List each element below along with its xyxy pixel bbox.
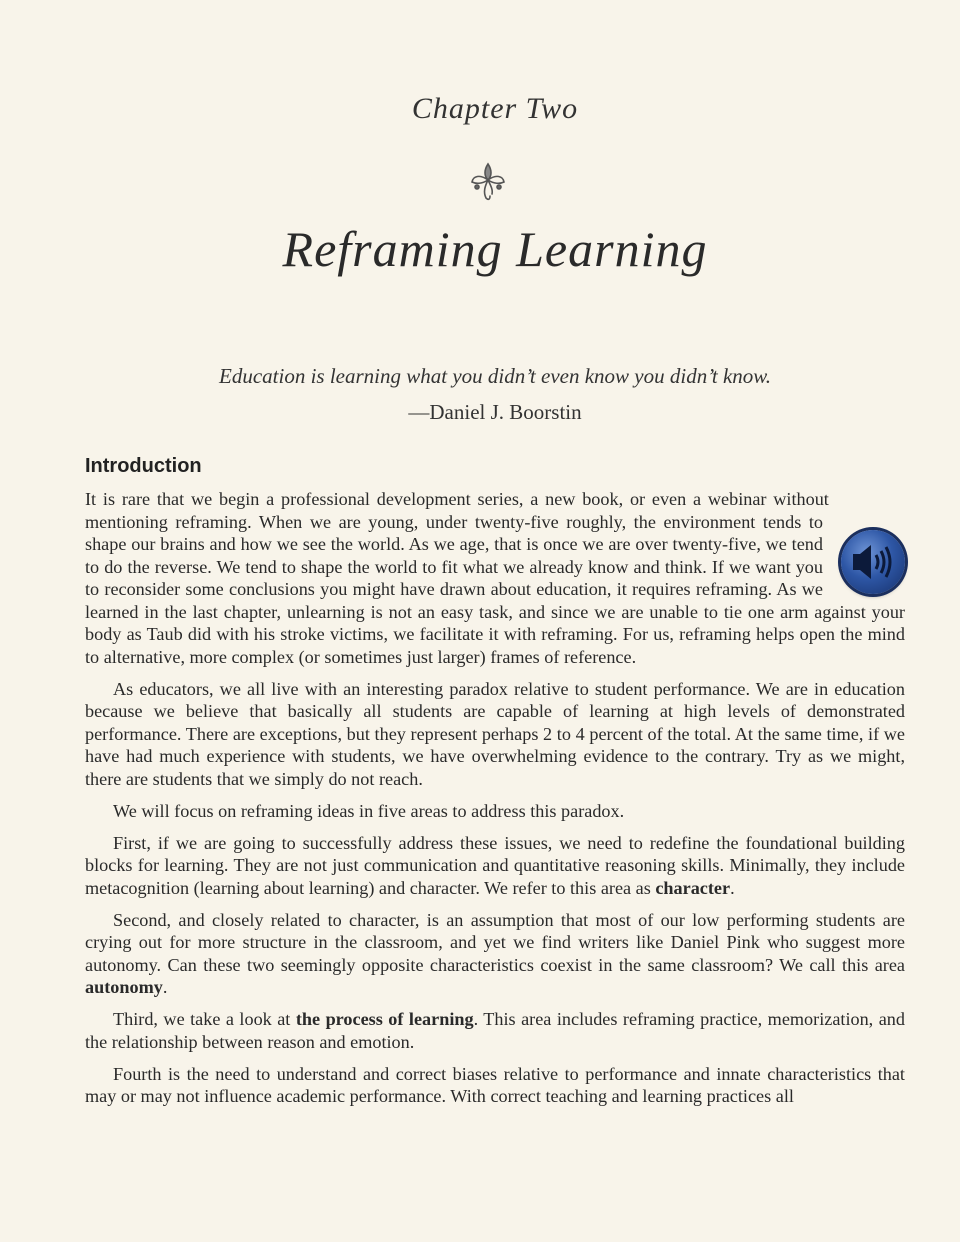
paragraph-4-bold: character <box>655 877 731 898</box>
paragraph-6-end: . This area includes reframing practice, memorization, and the relationship between reason and emotion. <box>85 1009 905 1052</box>
paragraph-2: As educators, we all live with an interesting paradox relative to student performance. We are in education because we believe that basically all students are capable of learning at high levels of demonstrated performance. There are exceptions, but they represent perhaps 2 to 4 percent of the total. At the same time, if we have had much experience with students, we have overwhelming evidence to the contrary. Try as we might, there are students that we simply do not reach. <box>85 678 905 789</box>
paragraph-1: It is rare that we begin a professional development series, a new book, or even a webinar without mentioning reframing. When we are young, under twenty-five roughly, the environment tends to shape our brains and how we see the world. As we age, that is once we are over twenty-five, we tend to do the reverse. We tend to shape the world to fit what we already know and think. If we want you to reconsider some conclusions you might have drawn about education, it requires reframing. As we learned in the last chapter, unlearning is not an easy task, and since we are unable to tie one arm against your body as Taub did with his stroke victims, we facilitate it with reframing. For us, reframing helps open the mind to alternative, more complex (or sometimes just larger) frames of reference. <box>85 489 905 667</box>
epigraph-quote: Education is learning what you didn’t even know you didn’t know. <box>219 364 771 388</box>
paragraph-5 <box>85 909 905 999</box>
paragraph-5-bold: autonomy <box>85 977 163 997</box>
paragraph-4-text: First, if we are going to successfully address these issues, we need to redefine the foundational building blocks for learning. They are not just communication and quantitative reasoning skills. Minimally, they include metacognition (learning about learning) and character. We refer to this area as <box>85 832 905 898</box>
paragraph-6-text: Third, we take a look at <box>113 1009 296 1029</box>
audio-play-button[interactable] <box>841 530 905 594</box>
chapter-title: Reframing Learning <box>282 221 708 277</box>
speaker-icon <box>851 542 895 582</box>
paragraph-7: Fourth is the need to understand and correct biases relative to performance and innate characteristics that may or may not influence academic performance. With correct teaching and learning practices all <box>85 1063 905 1106</box>
paragraph-6-bold: the process of learning <box>295 1009 474 1029</box>
chapter-label: Chapter Two <box>411 92 579 125</box>
paragraph-5-text: Second, and closely related to character, is an assumption that most of our low performing students are crying out for more structure in the classroom, and yet we find writers like Daniel Pink who suggest more autonomy. Can these two seemingly opposite characteristics coexist in the same classroom? We call this area <box>85 909 905 975</box>
section-heading: Introduction <box>85 455 202 477</box>
fleuron-ornament-icon <box>468 160 508 204</box>
paragraph-6 <box>85 1008 905 1053</box>
audio-float-container <box>829 522 909 608</box>
paragraph-3: We will focus on reframing ideas in five areas to address this paradox. <box>113 800 625 821</box>
paragraph-4 <box>85 832 905 900</box>
paragraph-4-end: . <box>730 877 735 898</box>
paragraph-5-end: . <box>162 977 168 997</box>
body-text <box>85 488 905 1117</box>
epigraph-attribution: —Daniel J. Boorstin <box>408 400 582 424</box>
